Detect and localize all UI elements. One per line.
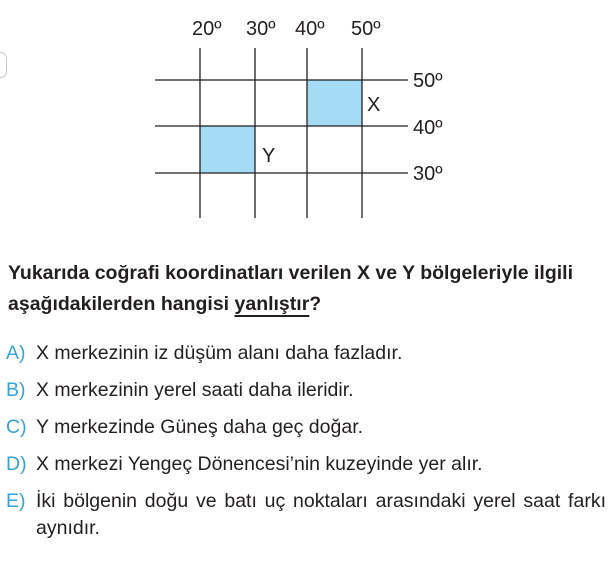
longitude-label: 30º xyxy=(246,18,276,40)
answer-options xyxy=(6,340,606,552)
longitude-label: 40º xyxy=(295,18,325,40)
option-a[interactable] xyxy=(6,340,606,367)
region-y-label: Y xyxy=(262,145,276,167)
question-text: Yukarıda coğrafi koordinatları verilen X ve Y bölgeleriyle ilgili aşağıdakilerden hangisi xyxy=(8,262,573,315)
option-text: İki bölgenin doğu ve batı uç noktaları arasındaki yerel saat farkı aynıdır. xyxy=(36,490,606,539)
longitude-label: 50º xyxy=(351,18,381,40)
question-mark: ? xyxy=(309,293,322,315)
option-e[interactable] xyxy=(6,488,606,542)
latitude-label: 30º xyxy=(413,163,443,185)
option-b[interactable] xyxy=(6,377,606,404)
option-letter: A) xyxy=(6,342,26,364)
latitude-label: 40º xyxy=(413,117,443,139)
option-letter: B) xyxy=(6,379,26,401)
option-text: X merkezi Yengeç Dönencesi’nin kuzeyinde yer alır. xyxy=(36,453,483,475)
region-x-label: X xyxy=(367,94,381,116)
latitude-label: 50º xyxy=(413,70,443,92)
option-letter: E) xyxy=(6,490,26,512)
option-text: X merkezinin iz düşüm alanı daha fazladır. xyxy=(36,342,403,364)
option-letter: C) xyxy=(6,416,27,438)
option-c[interactable] xyxy=(6,414,606,441)
option-letter: D) xyxy=(6,453,27,475)
region-x xyxy=(307,80,362,126)
question-emphasis: yanlıştır xyxy=(234,293,310,315)
option-text: X merkezinin yerel saati daha ileridir. xyxy=(36,379,354,401)
option-text: Y merkezinde Güneş daha geç doğar. xyxy=(36,416,364,438)
question-stem xyxy=(8,258,608,320)
coordinate-grid-diagram xyxy=(0,0,612,240)
option-d[interactable] xyxy=(6,451,606,478)
region-y xyxy=(200,126,255,173)
longitude-label: 20º xyxy=(192,18,222,40)
